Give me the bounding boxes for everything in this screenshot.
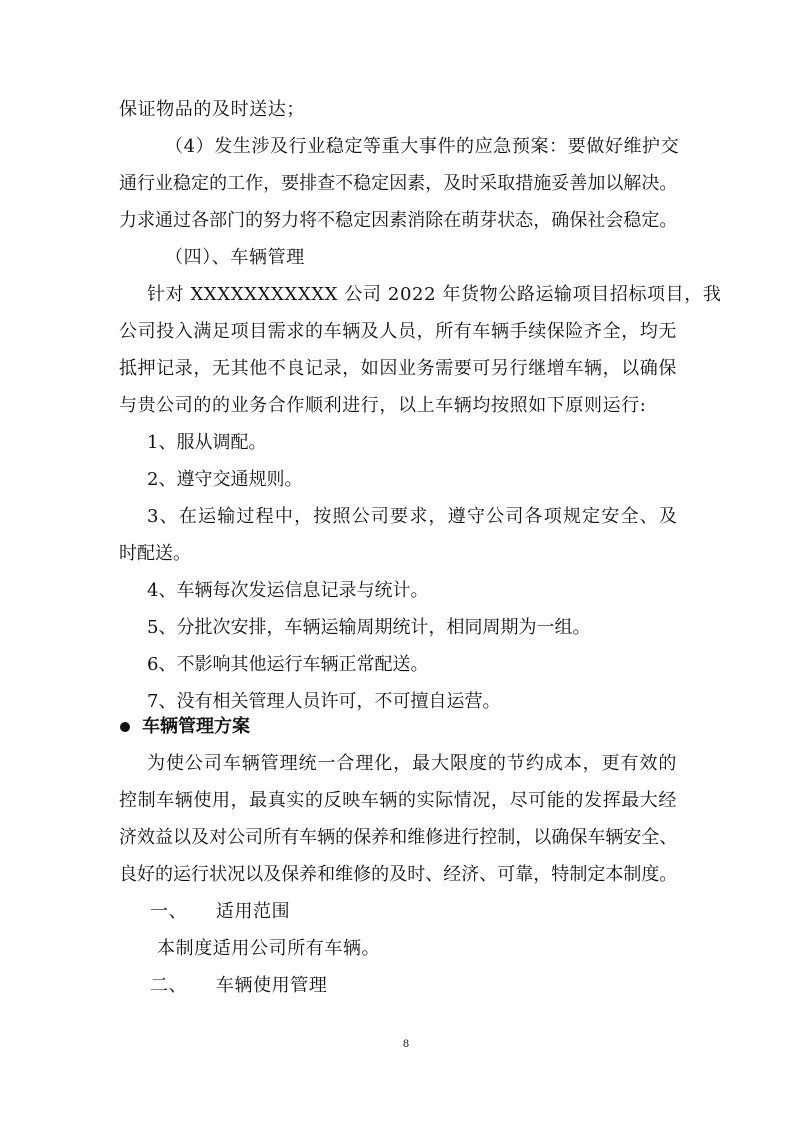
principle-item-7: 7、没有相关管理人员许可，不可擅自运营。 (147, 691, 501, 712)
paragraph-line: 针对 XXXXXXXXXXX 公司 2022 年货物公路运输项目招标项目，我 (147, 284, 722, 305)
paragraph-line: 公司投入满足项目需求的车辆及人员，所有车辆手续保险齐全，均无 (119, 321, 677, 342)
section-heading: 车辆管理方案 (142, 716, 250, 737)
paragraph-line: 保证物品的及时送达； (119, 99, 305, 120)
principle-item-3: 3、在运输过程中，按照公司要求，遵守公司各项规定安全、及 (147, 506, 677, 527)
scope-text: 本制度适用公司所有车辆。 (157, 938, 381, 959)
paragraph-line: 良好的运行状况以及保养和维修的及时、经济、可靠，特制定本制度。 (119, 864, 677, 885)
subsection-2-title: 车辆使用管理 (215, 975, 328, 996)
paragraph-line: 济效益以及对公司所有车辆的保养和维修进行控制，以确保车辆安全、 (119, 827, 677, 848)
principle-item-4: 4、车辆每次发运信息记录与统计。 (147, 580, 429, 601)
subsection-2 (150, 974, 327, 998)
principle-item-2: 2、遵守交通规则。 (147, 469, 303, 490)
subheading-vehicle-management: （四）、车辆管理 (165, 247, 305, 268)
paragraph-line: 抵押记录，无其他不良记录，如因业务需要可另行继增车辆，以确保 (119, 358, 677, 379)
bullet-icon (120, 722, 130, 732)
subsection-1-title: 适用范围 (215, 901, 291, 922)
subsection-2-number: 二、 (150, 975, 188, 996)
paragraph-line: 通行业稳定的工作，要排查不稳定因素，及时采取措施妥善加以解决。 (119, 173, 677, 194)
paragraph-line: 力求通过各部门的努力将不稳定因素消除在萌芽状态，确保社会稳定。 (119, 210, 677, 231)
principle-item-5: 5、分批次安排，车辆运输周期统计，相同周期为一组。 (147, 617, 591, 638)
paragraph-line: 与贵公司的的业务合作顺利进行，以上车辆均按照如下原则运行: (119, 395, 647, 416)
page-number: 8 (403, 1036, 409, 1050)
paragraph-line: 为使公司车辆管理统一合理化，最大限度的节约成本，更有效的 (147, 753, 677, 774)
principle-item-1: 1、服从调配。 (147, 432, 267, 453)
paragraph-line: 控制车辆使用，最真实的反映车辆的实际情况，尽可能的发挥最大经 (119, 790, 677, 811)
subsection-1-number: 一、 (150, 901, 188, 922)
paragraph-line: （4）发生涉及行业稳定等重大事件的应急预案：要做好维护交 (165, 136, 680, 157)
principle-item-6: 6、不影响其他运行车辆正常配送。 (147, 654, 429, 675)
subsection-1 (150, 900, 290, 924)
principle-item-3-continuation: 时配送。 (119, 543, 191, 564)
